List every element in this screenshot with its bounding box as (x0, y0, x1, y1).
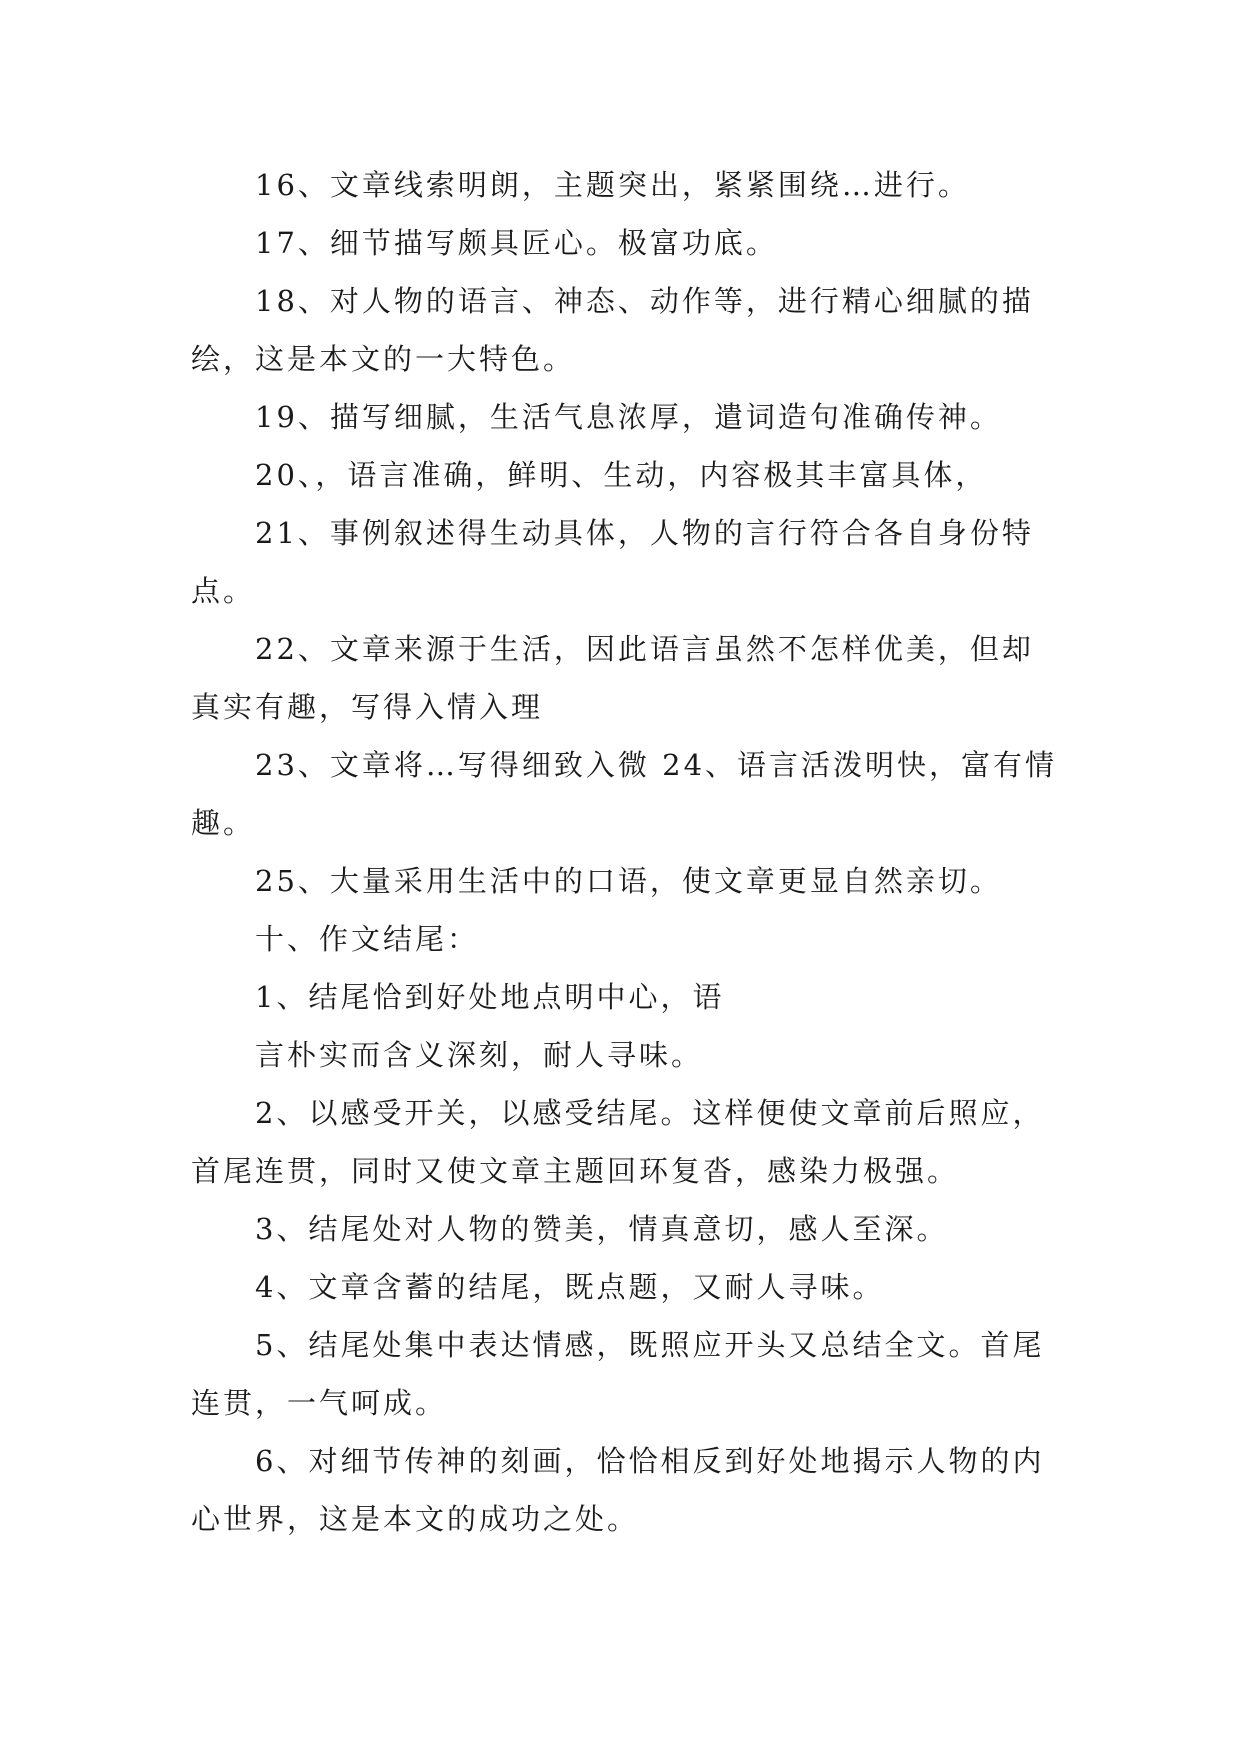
ending-item-4: 4、文章含蓄的结尾，既点题，又耐人寻味。 (255, 1270, 885, 1304)
paragraph-19: 19、描写细腻，生活气息浓厚，遣词造句准确传神。 (255, 400, 1002, 434)
ending-item-6: 6、对细节传神的刻画，恰恰相反到好处地揭示人物的内心世界，这是本文的成功之处。 (191, 1444, 1045, 1536)
ending-item-1-line-1: 1、结尾恰到好处地点明中心，语 (255, 980, 725, 1014)
paragraph-22: 22、文章来源于生活，因此语言虽然不怎样优美，但却真实有趣，写得入情入理 (191, 632, 1034, 724)
paragraph-18: 18、对人物的语言、神态、动作等，进行精心细腻的描绘，这是本文的一大特色。 (191, 284, 1034, 376)
paragraph-16: 16、文章线索明朗，主题突出，紧紧围绕…进行。 (255, 168, 970, 202)
paragraph-25: 25、大量采用生活中的口语，使文章更显自然亲切。 (255, 864, 1002, 898)
paragraph-21: 21、事例叙述得生动具体，人物的言行符合各自身份特点。 (191, 516, 1034, 608)
ending-item-3: 3、结尾处对人物的赞美，情真意切，感人至深。 (255, 1212, 949, 1246)
document-body (191, 156, 1061, 1548)
section-heading-ending: 十、作文结尾： (255, 922, 480, 956)
ending-item-2: 2、以感受开关，以感受结尾。这样便使文章前后照应，首尾连贯，同时又使文章主题回环复沓，感染力极强。 (191, 1096, 1045, 1188)
paragraph-17: 17、细节描写颇具匠心。极富功底。 (255, 226, 778, 260)
paragraph-23-24: 23、文章将…写得细致入微 24、语言活泼明快，富有情趣。 (191, 748, 1058, 840)
paragraph-20: 20、，语言准确，鲜明、生动，内容极其丰富具体， (255, 458, 988, 492)
ending-item-5: 5、结尾处集中表达情感，既照应开头又总结全文。首尾连贯，一气呵成。 (191, 1328, 1045, 1420)
ending-item-1-line-2: 言朴实而含义深刻，耐人寻味。 (255, 1038, 704, 1072)
